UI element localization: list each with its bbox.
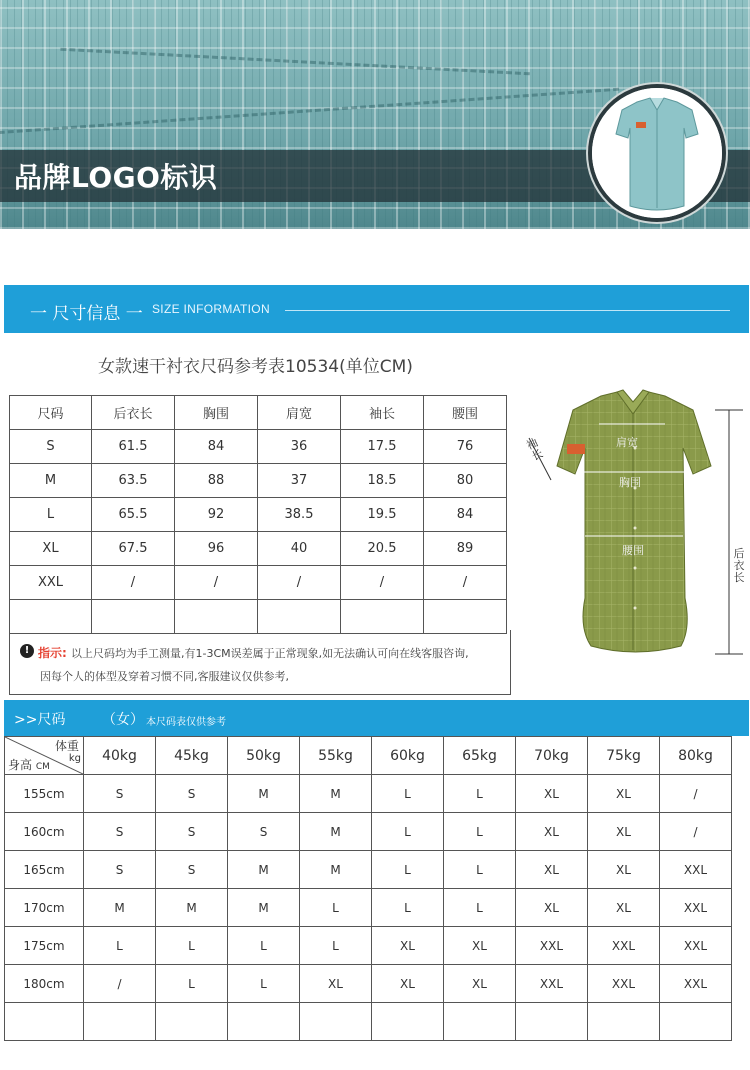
header-divider-line: [285, 310, 730, 311]
table-cell: XXL: [516, 965, 588, 1003]
table-corner-cell: [5, 737, 84, 775]
table-cell: L: [444, 851, 516, 889]
weight-header-cell: 75kg: [588, 737, 660, 775]
size-information-subtitle: SIZE INFORMATION: [152, 302, 270, 316]
fabric-stitch-decoration: [60, 48, 530, 80]
table-cell: XXL: [660, 851, 732, 889]
table-cell: L: [228, 927, 300, 965]
table-cell: S: [84, 775, 156, 813]
table-cell: L: [10, 498, 92, 532]
height-weight-size-table: [4, 736, 732, 1041]
table-cell: S: [228, 813, 300, 851]
table-cell: M: [228, 775, 300, 813]
table-cell: /: [84, 965, 156, 1003]
chest-label: 胸围: [619, 476, 641, 489]
table-cell: L: [444, 775, 516, 813]
weight-header-cell: 40kg: [84, 737, 156, 775]
weight-header-cell: 60kg: [372, 737, 444, 775]
weight-header-cell: 45kg: [156, 737, 228, 775]
height-label: 身高: [8, 758, 33, 772]
height-cell: 170cm: [5, 889, 84, 927]
back-length-label: 后衣长: [733, 547, 745, 584]
table-row: [10, 566, 507, 600]
sleeve-length-label: 袖长: [524, 435, 546, 464]
banner-title: 品牌LOGO标识: [14, 161, 218, 194]
shirt-thumbnail-icon: [592, 88, 722, 218]
table-cell: [10, 600, 92, 634]
table-header-cell: 后衣长: [92, 396, 175, 430]
table-cell: 17.5: [341, 430, 424, 464]
table-row: [10, 532, 507, 566]
table-cell: /: [660, 813, 732, 851]
table-cell: [258, 600, 341, 634]
table-cell: 20.5: [341, 532, 424, 566]
table-cell: L: [156, 965, 228, 1003]
table-cell: 61.5: [92, 430, 175, 464]
table-cell: XL: [444, 927, 516, 965]
table-cell: L: [444, 889, 516, 927]
table-cell: XL: [588, 813, 660, 851]
table-cell: M: [156, 889, 228, 927]
table-cell: XL: [516, 889, 588, 927]
table-cell: M: [228, 889, 300, 927]
fabric-stitch-decoration: [0, 88, 619, 140]
table-cell: M: [84, 889, 156, 927]
table-cell: XXL: [660, 927, 732, 965]
table-cell: [84, 1003, 156, 1041]
table-cell: [341, 600, 424, 634]
size-measurement-table: [9, 395, 507, 634]
table-cell: /: [660, 775, 732, 813]
weight-header-cell: 65kg: [444, 737, 516, 775]
table-header-row: [5, 737, 732, 775]
table-cell: /: [175, 566, 258, 600]
weight-header-cell: 50kg: [228, 737, 300, 775]
table-cell: [156, 1003, 228, 1041]
weight-header-cell: 55kg: [300, 737, 372, 775]
table-cell: [588, 1003, 660, 1041]
table-cell: XXL: [588, 965, 660, 1003]
table-cell: [516, 1003, 588, 1041]
height-cell: 160cm: [5, 813, 84, 851]
table-cell: [228, 1003, 300, 1041]
table-cell: M: [300, 775, 372, 813]
table-cell: XL: [10, 532, 92, 566]
brand-logo-banner: [0, 0, 750, 229]
table-cell: [300, 1003, 372, 1041]
table-row: [5, 889, 732, 927]
table-cell: 76: [424, 430, 507, 464]
table-row: [5, 851, 732, 889]
table-cell: S: [84, 851, 156, 889]
table-cell: M: [228, 851, 300, 889]
height-cell: 180cm: [5, 965, 84, 1003]
table-cell: M: [300, 813, 372, 851]
table-cell: L: [228, 965, 300, 1003]
size-table-title: 女款速干衬衣尺码参考表10534(单位CM): [98, 357, 413, 377]
table-cell: 63.5: [92, 464, 175, 498]
table-cell: XL: [588, 851, 660, 889]
table-cell: XL: [372, 927, 444, 965]
size-section-gender: （女）: [102, 712, 144, 728]
table-cell: 89: [424, 532, 507, 566]
height-cell: [5, 1003, 84, 1041]
table-cell: M: [300, 851, 372, 889]
table-cell: /: [92, 566, 175, 600]
table-cell: 40: [258, 532, 341, 566]
table-cell: XL: [372, 965, 444, 1003]
size-section-prefix: >>尺码: [14, 712, 66, 728]
info-icon: !: [20, 644, 34, 658]
table-cell: 65.5: [92, 498, 175, 532]
table-header-cell: 尺码: [10, 396, 92, 430]
table-cell: L: [372, 889, 444, 927]
size-section-note: 本尺码表仅供参考: [146, 717, 226, 728]
weight-unit-label: kg: [68, 753, 81, 764]
table-row-empty: [10, 600, 507, 634]
table-cell: 96: [175, 532, 258, 566]
table-cell: XL: [588, 889, 660, 927]
height-axis-label: [8, 756, 50, 773]
table-cell: S: [156, 851, 228, 889]
table-cell: [372, 1003, 444, 1041]
table-cell: [92, 600, 175, 634]
weight-axis-label: 体重: [54, 739, 79, 753]
table-cell: XXL: [516, 927, 588, 965]
table-cell: XL: [516, 775, 588, 813]
table-row: [10, 464, 507, 498]
height-cell: 175cm: [5, 927, 84, 965]
tip-note-box: [9, 630, 511, 695]
table-cell: XXL: [10, 566, 92, 600]
table-row: [5, 965, 732, 1003]
table-cell: XL: [300, 965, 372, 1003]
table-cell: L: [372, 813, 444, 851]
table-cell: [444, 1003, 516, 1041]
table-cell: 88: [175, 464, 258, 498]
tip-text-line-2: 因每个人的体型及穿着习惯不同,客服建议仅供参考,: [40, 670, 289, 683]
table-cell: S: [84, 813, 156, 851]
shirt-diagram-icon: [515, 388, 750, 678]
table-cell: S: [10, 430, 92, 464]
tip-label: 指示:: [38, 646, 67, 660]
table-cell: 80: [424, 464, 507, 498]
table-cell: 84: [175, 430, 258, 464]
table-cell: XXL: [660, 965, 732, 1003]
weight-header-cell: 80kg: [660, 737, 732, 775]
table-cell: /: [424, 566, 507, 600]
weight-header-cell: 70kg: [516, 737, 588, 775]
table-cell: [660, 1003, 732, 1041]
table-cell: 37: [258, 464, 341, 498]
table-header-cell: 胸围: [175, 396, 258, 430]
table-cell: L: [300, 889, 372, 927]
waist-label: 腰围: [622, 544, 644, 557]
table-cell: L: [156, 927, 228, 965]
height-cell: 155cm: [5, 775, 84, 813]
table-cell: 19.5: [341, 498, 424, 532]
table-cell: L: [444, 813, 516, 851]
shirt-measurement-diagram: [515, 388, 750, 678]
table-cell: /: [341, 566, 424, 600]
height-cell: 165cm: [5, 851, 84, 889]
tip-text-line-1: 以上尺码均为手工测量,有1-3CM误差属于正常现象,如无法确认可向在线客服咨询,: [71, 647, 469, 660]
table-header-cell: 袖长: [341, 396, 424, 430]
table-cell: 92: [175, 498, 258, 532]
table-cell: L: [372, 775, 444, 813]
table-cell: [424, 600, 507, 634]
table-header-row: [10, 396, 507, 430]
table-cell: L: [372, 851, 444, 889]
table-cell: S: [156, 813, 228, 851]
table-cell: XXL: [588, 927, 660, 965]
table-row: [5, 775, 732, 813]
table-cell: XL: [588, 775, 660, 813]
table-cell: 36: [258, 430, 341, 464]
table-cell: /: [258, 566, 341, 600]
table-header-cell: 腰围: [424, 396, 507, 430]
table-header-cell: 肩宽: [258, 396, 341, 430]
height-unit-label: CM: [35, 762, 50, 772]
table-row: [10, 430, 507, 464]
table-row: [5, 813, 732, 851]
table-cell: 18.5: [341, 464, 424, 498]
table-row-empty: [5, 1003, 732, 1041]
table-cell: XL: [516, 813, 588, 851]
size-information-title: 一 尺寸信息 一: [30, 304, 143, 324]
table-cell: 38.5: [258, 498, 341, 532]
table-row: [10, 498, 507, 532]
table-cell: XL: [516, 851, 588, 889]
table-cell: XXL: [660, 889, 732, 927]
table-cell: [175, 600, 258, 634]
table-cell: XL: [444, 965, 516, 1003]
shoulder-width-label: 肩宽: [616, 436, 638, 449]
table-cell: L: [300, 927, 372, 965]
table-cell: 84: [424, 498, 507, 532]
table-cell: S: [156, 775, 228, 813]
table-cell: L: [84, 927, 156, 965]
shirt-thumbnail-image: [588, 84, 726, 222]
table-row: [5, 927, 732, 965]
table-cell: 67.5: [92, 532, 175, 566]
table-cell: M: [10, 464, 92, 498]
